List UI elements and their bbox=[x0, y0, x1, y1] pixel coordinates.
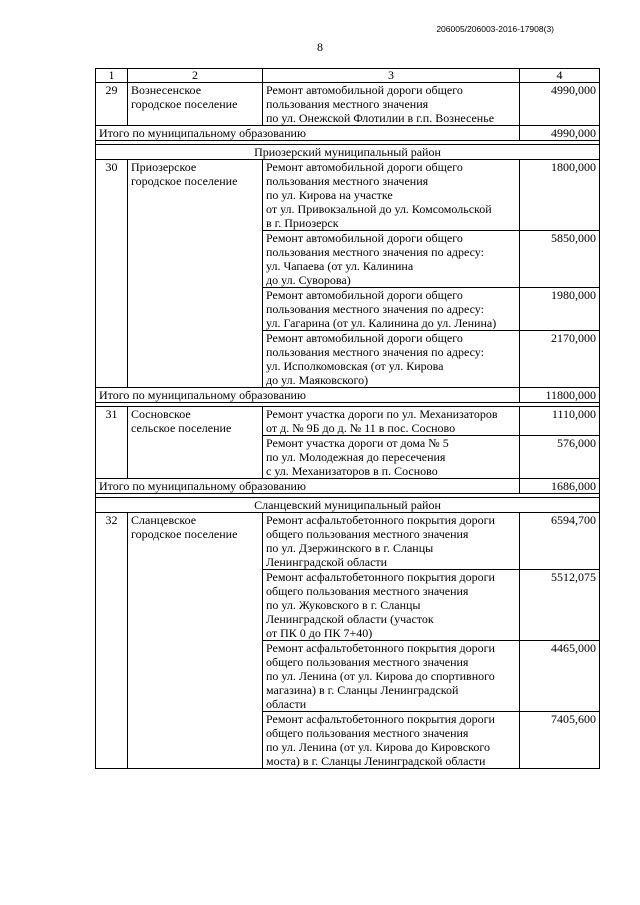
work-description bbox=[263, 570, 520, 641]
work-description-line: общего пользования местного значения bbox=[266, 726, 469, 740]
work-description-line: Ремонт асфальтобетонного покрытия дороги bbox=[266, 641, 495, 655]
work-description-line: пользования местного значения bbox=[266, 174, 429, 188]
settlement-name-line: сельское поселение bbox=[131, 421, 232, 435]
work-description-line: до ул. Маяковского) bbox=[266, 373, 369, 387]
amount: 4990,000 bbox=[520, 83, 600, 126]
work-description-line: по ул. Ленина (от ул. Кирова до Кировского bbox=[266, 740, 490, 754]
work-description-line: Ремонт асфальтобетонного покрытия дороги bbox=[266, 570, 495, 584]
total-row bbox=[96, 479, 600, 494]
work-description bbox=[263, 331, 520, 388]
settlement-name bbox=[128, 83, 263, 126]
table-row bbox=[96, 513, 600, 570]
row-number: 30 bbox=[96, 160, 128, 388]
work-description bbox=[263, 407, 520, 436]
total-row bbox=[96, 388, 600, 403]
work-description-line: пользования местного значения по адресу: bbox=[266, 345, 484, 359]
work-description-line: по ул. Онежской Флотилии в г.п. Вознесенье bbox=[266, 111, 495, 125]
amount: 4465,000 bbox=[520, 641, 600, 712]
district-name: Сланцевский муниципальный район bbox=[96, 498, 600, 513]
amount: 5850,000 bbox=[520, 231, 600, 288]
work-description-line: Ленинградской области bbox=[266, 555, 388, 569]
district-name: Приозерский муниципальный район bbox=[96, 145, 600, 160]
settlement-name bbox=[128, 407, 263, 479]
table-row bbox=[96, 407, 600, 436]
work-description-line: пользования местного значения по адресу: bbox=[266, 245, 484, 259]
amount: 1110,000 bbox=[520, 407, 600, 436]
work-description-line: Ремонт участка дороги по ул. Механизаторов bbox=[266, 407, 498, 421]
amount: 576,000 bbox=[520, 436, 600, 479]
total-amount: 11800,000 bbox=[520, 388, 600, 403]
table-header-row bbox=[96, 69, 600, 83]
amount: 1800,000 bbox=[520, 160, 600, 231]
work-description-line: по ул. Жуковского в г. Сланцы bbox=[266, 598, 421, 612]
amount: 5512,075 bbox=[520, 570, 600, 641]
work-description-line: общего пользования местного значения bbox=[266, 655, 469, 669]
amount: 2170,000 bbox=[520, 331, 600, 388]
work-description-line: Ремонт асфальтобетонного покрытия дороги bbox=[266, 712, 495, 726]
work-description bbox=[263, 641, 520, 712]
settlement-name-line: Вознесенское bbox=[131, 83, 202, 97]
work-description-line: до ул. Суворова) bbox=[266, 273, 351, 287]
work-description-line: Ремонт участка дороги от дома № 5 bbox=[266, 436, 449, 450]
work-description-line: в г. Приозерск bbox=[266, 216, 339, 230]
work-description-line: Ленинградской области (участок bbox=[266, 612, 434, 626]
column-header: 1 bbox=[96, 69, 128, 83]
settlement-name-line: городское поселение bbox=[131, 174, 238, 188]
work-description bbox=[263, 712, 520, 769]
amount: 7405,600 bbox=[520, 712, 600, 769]
work-description bbox=[263, 231, 520, 288]
total-amount: 1686,000 bbox=[520, 479, 600, 494]
work-description-line: Ремонт автомобильной дороги общего bbox=[266, 231, 463, 245]
total-label: Итого по муниципальному образованию bbox=[96, 126, 520, 141]
settlement-name-line: городское поселение bbox=[131, 527, 238, 541]
work-description-line: по ул. Дзержинского в г. Сланцы bbox=[266, 541, 434, 555]
settlement-name-line: Сосновское bbox=[131, 407, 191, 421]
work-description-line: Ремонт автомобильной дороги общего bbox=[266, 331, 463, 345]
settlement-name bbox=[128, 513, 263, 769]
total-label: Итого по муниципальному образованию bbox=[96, 388, 520, 403]
settlement-name-line: городское поселение bbox=[131, 97, 238, 111]
row-number: 29 bbox=[96, 83, 128, 126]
district-row bbox=[96, 145, 600, 160]
work-description-line: по ул. Ленина (от ул. Кирова до спортивного bbox=[266, 669, 495, 683]
work-description-line: от ул. Привокзальной до ул. Комсомольской bbox=[266, 202, 492, 216]
work-description-line: по ул. Кирова на участке bbox=[266, 188, 393, 202]
work-description-line: Ремонт автомобильной дороги общего bbox=[266, 83, 463, 97]
work-description-line: Ремонт автомобильной дороги общего bbox=[266, 160, 463, 174]
work-description-line: общего пользования местного значения bbox=[266, 527, 469, 541]
work-description-line: от д. № 9Б до д. № 11 в пос. Сосново bbox=[266, 421, 456, 435]
funding-table bbox=[95, 68, 600, 769]
district-row bbox=[96, 498, 600, 513]
row-number: 31 bbox=[96, 407, 128, 479]
table-row bbox=[96, 83, 600, 126]
settlement-name bbox=[128, 160, 263, 388]
work-description bbox=[263, 436, 520, 479]
settlement-name-line: Сланцевское bbox=[131, 513, 197, 527]
amount: 1980,000 bbox=[520, 288, 600, 331]
total-row bbox=[96, 126, 600, 141]
table-row bbox=[96, 160, 600, 231]
column-header: 4 bbox=[520, 69, 600, 83]
work-description-line: ул. Гагарина (от ул. Калинина до ул. Ленина) bbox=[266, 316, 497, 330]
work-description-line: от ПК 0 до ПК 7+40) bbox=[266, 626, 373, 640]
work-description-line: общего пользования местного значения bbox=[266, 584, 469, 598]
work-description-line: пользования местного значения по адресу: bbox=[266, 302, 484, 316]
document-id: 206005/206003-2016-17908(3) bbox=[436, 24, 554, 34]
work-description-line: пользования местного значения bbox=[266, 97, 429, 111]
work-description-line: области bbox=[266, 697, 307, 711]
work-description-line: моста) в г. Сланцы Ленинградской области bbox=[266, 754, 486, 768]
work-description-line: Ремонт автомобильной дороги общего bbox=[266, 288, 463, 302]
work-description bbox=[263, 513, 520, 570]
column-header: 3 bbox=[263, 69, 520, 83]
column-header: 2 bbox=[128, 69, 263, 83]
settlement-name-line: Приозерское bbox=[131, 160, 197, 174]
work-description-line: по ул. Молодежная до пересечения bbox=[266, 450, 446, 464]
amount: 6594,700 bbox=[520, 513, 600, 570]
work-description-line: ул. Чапаева (от ул. Калинина bbox=[266, 259, 414, 273]
work-description bbox=[263, 288, 520, 331]
work-description-line: магазина) в г. Сланцы Ленинградской bbox=[266, 683, 459, 697]
row-number: 32 bbox=[96, 513, 128, 769]
work-description-line: с ул. Механизаторов в п. Сосново bbox=[266, 464, 438, 478]
page-number: 8 bbox=[317, 40, 323, 54]
work-description bbox=[263, 160, 520, 231]
work-description bbox=[263, 83, 520, 126]
work-description-line: Ремонт асфальтобетонного покрытия дороги bbox=[266, 513, 495, 527]
total-amount: 4990,000 bbox=[520, 126, 600, 141]
work-description-line: ул. Исполкомовская (от ул. Кирова bbox=[266, 359, 444, 373]
total-label: Итого по муниципальному образованию bbox=[96, 479, 520, 494]
